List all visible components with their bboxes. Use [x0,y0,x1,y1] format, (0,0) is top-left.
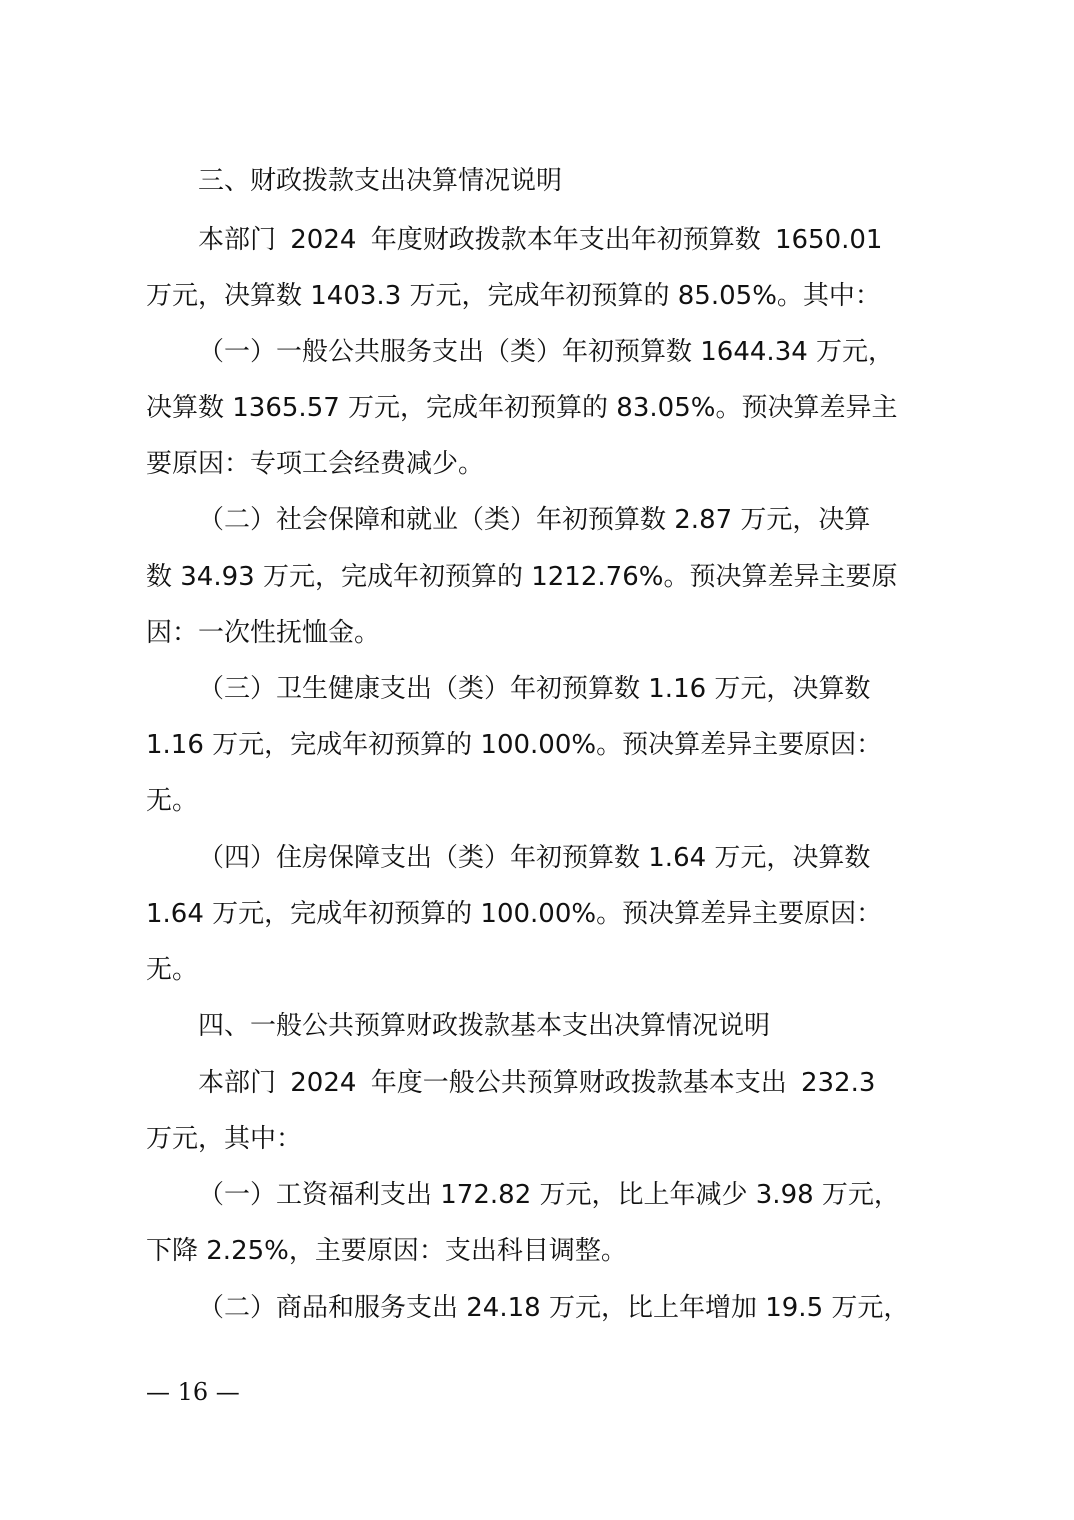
section-four-intro-line-2: 万元，其中： [146,1124,303,1154]
item-health-line-3: 无。 [146,786,199,816]
item-housing-line-3: 无。 [146,955,199,985]
section-four-heading: 四、一般公共预算财政拨款基本支出决算情况说明 [198,1011,771,1041]
section-three-intro-line-2: 万元，决算数 1403.3 万元，完成年初预算的 85.05%。其中： [146,281,881,311]
item-goods-services-line-1: （二）商品和服务支出 24.18 万元，比上年增加 19.5 万元， [198,1293,910,1323]
section-three-heading: 三、财政拨款支出决算情况说明 [198,166,563,196]
item-social-security-line-2: 数 34.93 万元，完成年初预算的 1212.76%。预决算差异主要原 [146,562,898,592]
item-health-line-1: （三）卫生健康支出（类）年初预算数 1.16 万元，决算数 [198,674,871,704]
item-housing-line-2: 1.64 万元，完成年初预算的 100.00%。预决算差异主要原因： [146,899,883,929]
item-housing-line-1: （四）住房保障支出（类）年初预算数 1.64 万元，决算数 [198,843,871,873]
item-general-public-services-line-3: 要原因：专项工会经费减少。 [146,449,485,479]
item-social-security-line-3: 因：一次性抚恤金。 [146,618,381,648]
item-health-line-2: 1.16 万元，完成年初预算的 100.00%。预决算差异主要原因： [146,730,883,760]
section-three-intro-line-1: 本部门 2024 年度财政拨款本年支出年初预算数 1650.01 [198,225,883,255]
page-number: — 16 — [146,1378,240,1406]
item-wages-welfare-line-2: 下降 2.25%，主要原因：支出科目调整。 [146,1236,627,1266]
section-four-intro-line-1: 本部门 2024 年度一般公共预算财政拨款基本支出 232.3 [198,1068,876,1098]
item-general-public-services-line-2: 决算数 1365.57 万元，完成年初预算的 83.05%。预决算差异主 [146,393,898,423]
item-social-security-line-1: （二）社会保障和就业（类）年初预算数 2.87 万元，决算 [198,505,871,535]
item-general-public-services-line-1: （一）一般公共服务支出（类）年初预算数 1644.34 万元， [198,337,895,367]
item-wages-welfare-line-1: （一）工资福利支出 172.82 万元，比上年减少 3.98 万元， [198,1180,900,1210]
